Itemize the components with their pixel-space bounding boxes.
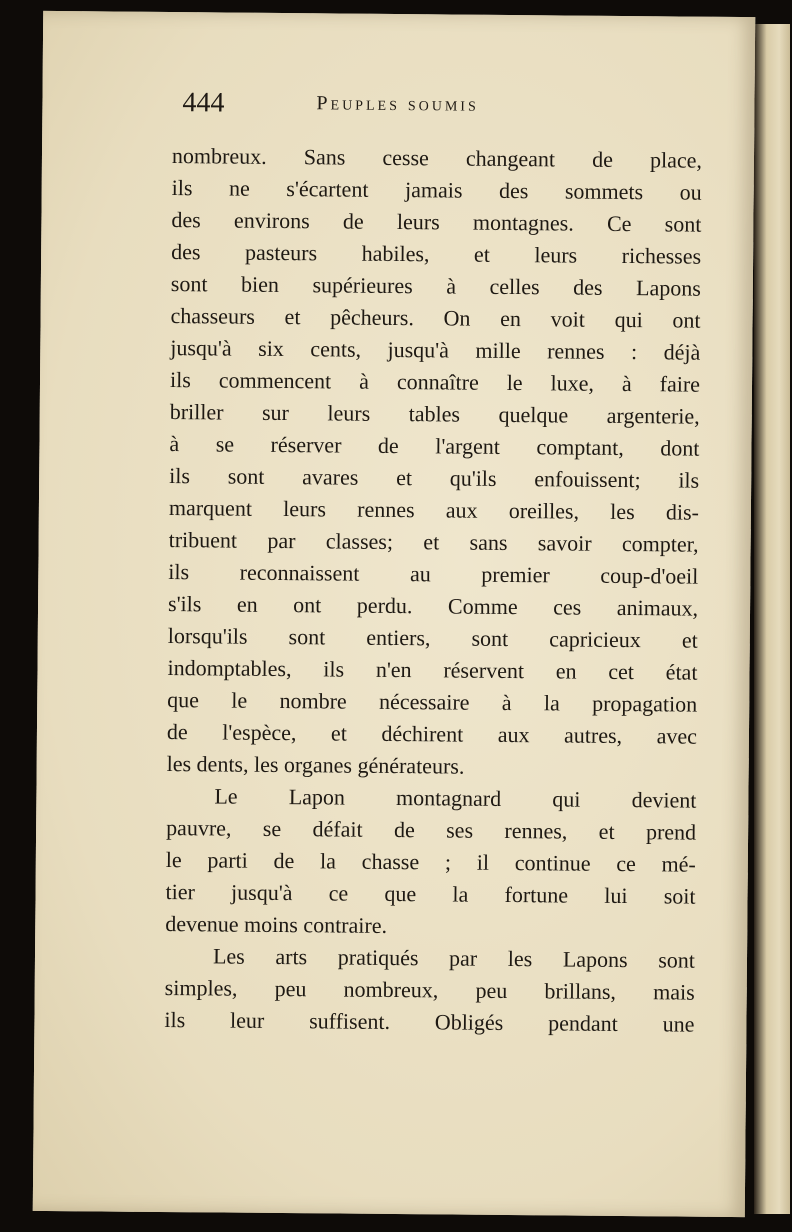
text-line: ils sont avares et qu'ils enfouissent; ils [169,463,700,493]
text-line: Le Lapon montagnard qui devient [214,783,697,813]
text-line: des pasteurs habiles, et leurs richesses [171,239,702,269]
text-line: le parti de la chasse ; il continue ce mé- [165,847,696,877]
running-title: Peuples soumis [316,92,479,116]
text-line: marquent leurs rennes aux oreilles, les dis- [168,495,700,525]
text-line: pauvre, se défait de ses rennes, et prend [166,815,697,845]
text-line: briller sur leurs tables quelque argenterie, [169,399,700,429]
text-line: s'ils en ont perdu. Comme ces animaux, [167,591,699,621]
text-line: de l'espèce, et déchirent aux autres, avec [166,719,698,749]
text-line: Les arts pratiqués par les Lapons sont [212,943,696,973]
text-line: chasseurs et pêcheurs. On en voit qui ont [170,303,701,333]
text-line: nombreux. Sans cesse changeant de place, [171,143,703,173]
text-line: sont bien supérieures à celles des Lapons [170,271,701,301]
text-line: ils reconnaissent au premier coup-d'oeil [168,559,699,589]
text-line: indomptables, ils n'en réservent en cet état [167,655,698,685]
text-line: devenue moins contraire. [165,911,388,938]
text-line: lorsqu'ils sont entiers, sont capricieux et [167,623,698,653]
page-header [182,87,702,132]
text-line: les dents, les organes générateurs. [166,751,465,779]
text-line: que le nombre nécessaire à la propagation [167,687,698,717]
text-line: à se réserver de l'argent comptant, dont [169,431,700,461]
text-line: tribuent par classes; et sans savoir compter, [168,527,699,557]
text-line: des environs de leurs montagnes. Ce sont [171,207,702,237]
body-text [164,140,702,1041]
text-line: simples, peu nombreux, peu brillans, mais [164,975,695,1005]
text-line: tier jusqu'à ce que la fortune lui soit [165,879,696,909]
text-line: ils ne s'écartent jamais des sommets ou [171,175,702,205]
text-line: jusqu'à six cents, jusqu'à mille rennes : déjà [170,335,701,365]
page-number: 444 [182,87,225,119]
book-page [33,11,755,1217]
adjacent-page-edge [754,24,790,1214]
text-line: ils leur suffisent. Obligés pendant une [164,1007,695,1037]
text-line: ils commencent à connaître le luxe, à faire [169,367,701,397]
